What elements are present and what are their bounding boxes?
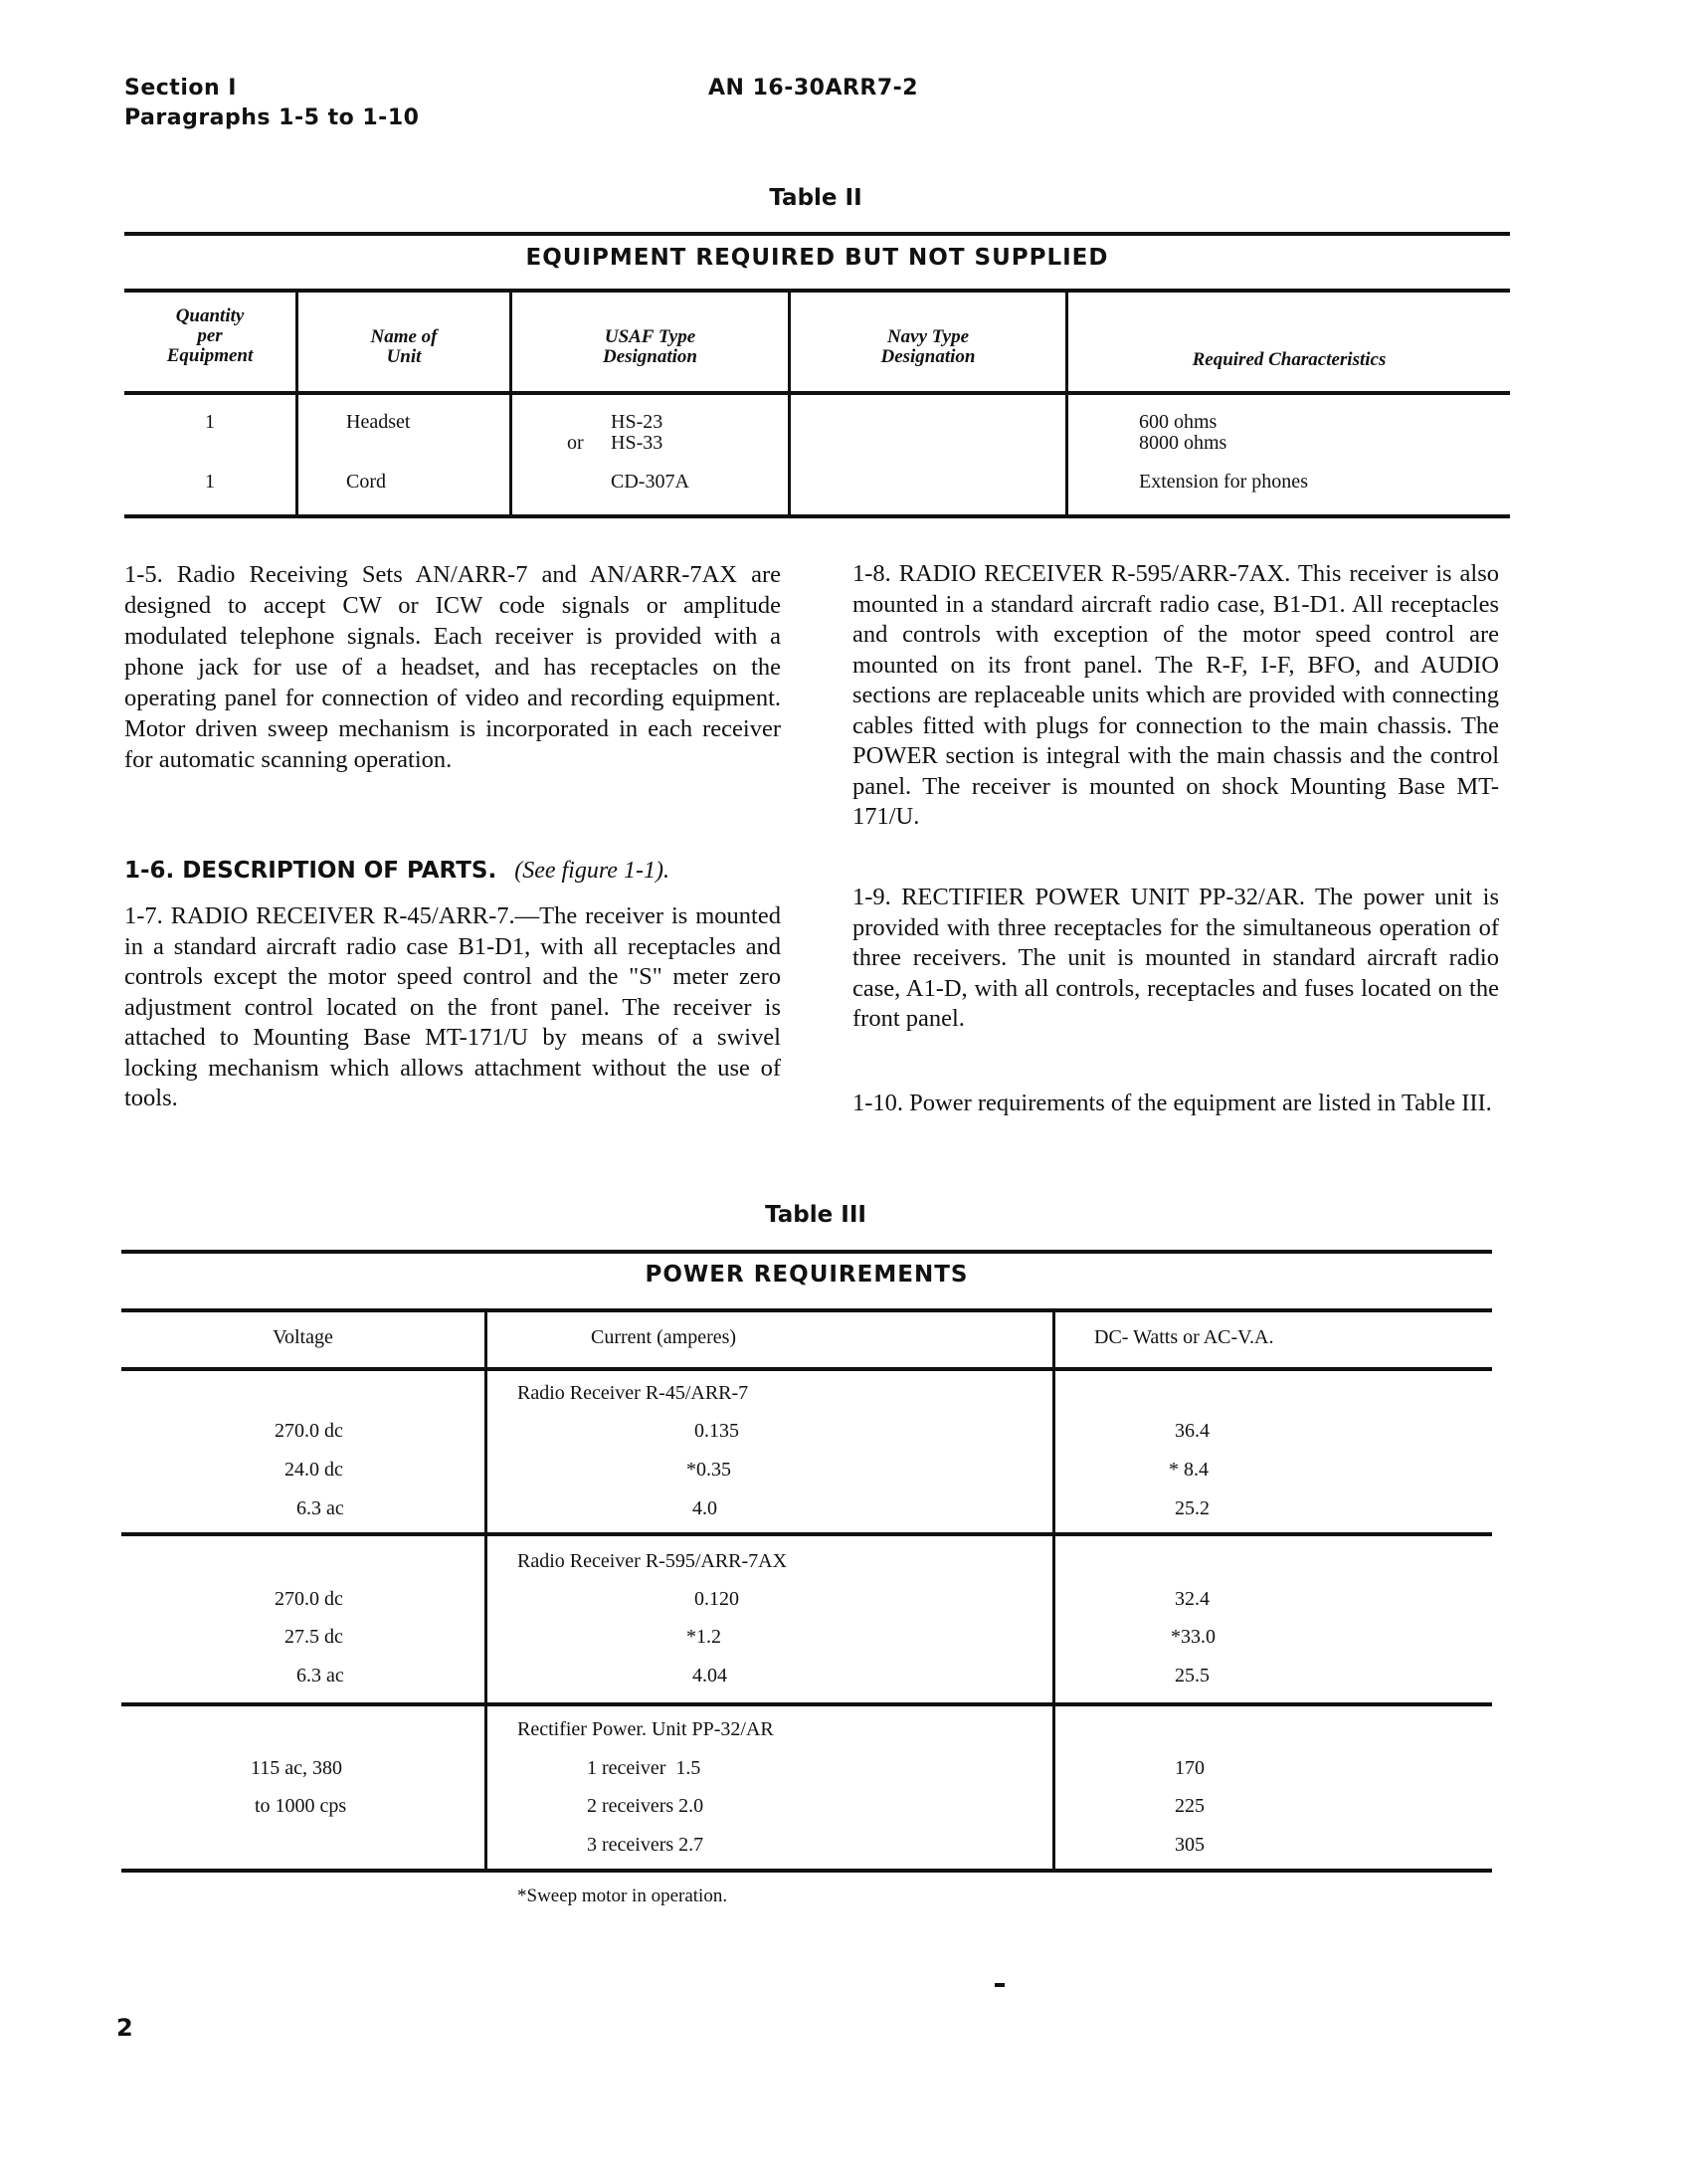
g2r1-voltage: 270.0 dc (275, 1588, 343, 1610)
row2-req: Extension for phones (1139, 471, 1308, 493)
table2-bottom-rule (124, 514, 1510, 518)
table3-group-rule (121, 1532, 1492, 1536)
g2r2-watts: *33.0 (1171, 1626, 1216, 1648)
table2-divider (788, 291, 791, 515)
g1r2-voltage: 24.0 dc (284, 1459, 343, 1481)
col-header-navy: Navy Type Designation (880, 326, 976, 367)
table2-title-rule (124, 289, 1510, 293)
g2r3-watts: 25.5 (1175, 1665, 1210, 1687)
g3r2-voltage: to 1000 cps (255, 1795, 347, 1817)
col-header-required: Required Characteristics (1192, 349, 1387, 370)
g3r3-watts: 305 (1175, 1834, 1205, 1856)
col-header-current: Current (amperes) (591, 1326, 737, 1348)
col-header-quantity: Quantity per Equipment (166, 305, 254, 366)
g3r2-watts: 225 (1175, 1795, 1205, 1817)
table2-top-rule (124, 232, 1510, 236)
document-number: AN 16-30ARR7-2 (708, 76, 919, 100)
table3-caption: Table III (765, 1202, 866, 1228)
paragraphs-range: Paragraphs 1-5 to 1-10 (124, 105, 420, 130)
table2-title: EQUIPMENT REQUIRED BUT NOT SUPPLIED (525, 245, 1109, 271)
paragraph-1-7: 1-7. RADIO RECEIVER R-45/ARR-7.—The receiver is mounted in a standard aircraft radio case B1-D1, with all receptacles and controls except the motor speed control and the "S" meter zero adjustment control located on the front panel. The receiver is attached to Mounting Base MT-171/U by means of a swivel locking mechanism which allows attachment without the use of tools. (124, 902, 781, 1111)
paragraph-1-9: 1-9. RECTIFIER POWER UNIT PP-32/AR. The power unit is provided with three receptacles for the simultaneous operation of three receivers. The unit is mounted in standard aircraft radio case, A1-D, with all controls, receptacles and fuses located on the front panel. (852, 884, 1499, 1032)
g1r3-current: 4.0 (692, 1497, 717, 1519)
g2r2-voltage: 27.5 dc (284, 1626, 343, 1648)
g3r1-current: 1 receiver 1.5 (587, 1757, 701, 1779)
table2-caption: Table II (769, 185, 862, 211)
col-header-name: Name of Unit (370, 326, 438, 367)
row2-name: Cord (346, 471, 386, 493)
table3-header-rule (121, 1367, 1492, 1371)
group1-unit: Radio Receiver R-45/ARR-7 (517, 1382, 749, 1404)
table3-bottom-rule (121, 1869, 1492, 1873)
g1r1-current: 0.135 (694, 1420, 739, 1442)
g3r3-current: 3 receivers 2.7 (587, 1834, 704, 1856)
g1r2-watts: * 8.4 (1169, 1459, 1209, 1481)
paragraph-1-5: 1-5. Radio Receiving Sets AN/ARR-7 and AN/ARR-7AX are designed to accept CW or ICW code signals or amplitude modulated telephone signals. Each receiver is provided with a phone jack for use of a headset, and has receptacles on the operating panel for connection of video and recording equipment. Motor driven sweep mechanism is incorporated in each receiver for automatic scanning operation. (124, 561, 781, 773)
paragraph-1-8: 1-8. RADIO RECEIVER R-595/ARR-7AX. This receiver is also mounted in a standard aircraft radio case, B1-D1. All receptacles and controls with exception of the motor speed control are mounted on its front panel. The R-F, I-F, BFO, and AUDIO sections are replaceable units which are provided with connecting cables fitted with plugs for connection to the main chassis. The POWER section is integral with the main chassis and the control panel. The receiver is mounted on shock Mounting Base MT-171/U. (852, 560, 1499, 830)
g3r1-voltage: 115 ac, 380 (251, 1757, 343, 1779)
col-header-voltage: Voltage (273, 1326, 333, 1348)
row1-req-2: 8000 ohms (1139, 432, 1227, 454)
g1r3-watts: 25.2 (1175, 1497, 1210, 1519)
row1-usaf-or: or (567, 432, 584, 454)
g1r1-watts: 36.4 (1175, 1420, 1210, 1442)
g2r3-current: 4.04 (692, 1665, 727, 1687)
row2-usaf: CD-307A (611, 471, 689, 493)
g1r2-current: *0.35 (686, 1459, 731, 1481)
heading-1-6-text: 1-6. DESCRIPTION OF PARTS. (124, 858, 497, 884)
table3-divider (484, 1310, 487, 1871)
g1r1-voltage: 270.0 dc (275, 1420, 343, 1442)
table3-title-rule (121, 1308, 1492, 1312)
table2-header-rule (124, 391, 1510, 395)
row2-qty: 1 (205, 471, 215, 493)
table3-divider (1052, 1310, 1055, 1871)
g3r2-current: 2 receivers 2.0 (587, 1795, 704, 1817)
table2-divider (295, 291, 298, 515)
col-header-usaf: USAF Type Designation (602, 326, 698, 367)
g1r3-voltage: 6.3 ac (296, 1497, 344, 1519)
g2r3-voltage: 6.3 ac (296, 1665, 344, 1687)
table3-group-rule (121, 1702, 1492, 1706)
group2-unit: Radio Receiver R-595/ARR-7AX (517, 1550, 788, 1572)
g3r1-watts: 170 (1175, 1757, 1205, 1779)
col-header-watts: DC- Watts or AC-V.A. (1094, 1326, 1274, 1348)
paragraph-1-10: 1-10. Power requirements of the equipment are listed in Table III. (852, 1090, 1492, 1116)
page-number: 2 (116, 2014, 134, 2042)
g2r1-current: 0.120 (694, 1588, 739, 1610)
heading-1-6 (124, 858, 669, 885)
section-label: Section I (124, 76, 237, 100)
row1-name: Headset (346, 411, 411, 433)
print-mark (995, 1983, 1005, 1987)
row1-usaf-2: HS-33 (611, 432, 663, 454)
g2r1-watts: 32.4 (1175, 1588, 1210, 1610)
row1-qty: 1 (205, 411, 215, 433)
figure-reference: (See figure 1-1). (514, 858, 669, 884)
table3-title: POWER REQUIREMENTS (645, 1262, 969, 1288)
table3-footnote: *Sweep motor in operation. (517, 1886, 728, 1906)
row1-req-1: 600 ohms (1139, 411, 1218, 433)
row1-usaf-1: HS-23 (611, 411, 663, 433)
table2-divider (1065, 291, 1068, 515)
g2r2-current: *1.2 (686, 1626, 721, 1648)
group3-unit: Rectifier Power. Unit PP-32/AR (517, 1718, 774, 1740)
table2-divider (509, 291, 512, 515)
table3-top-rule (121, 1250, 1492, 1254)
